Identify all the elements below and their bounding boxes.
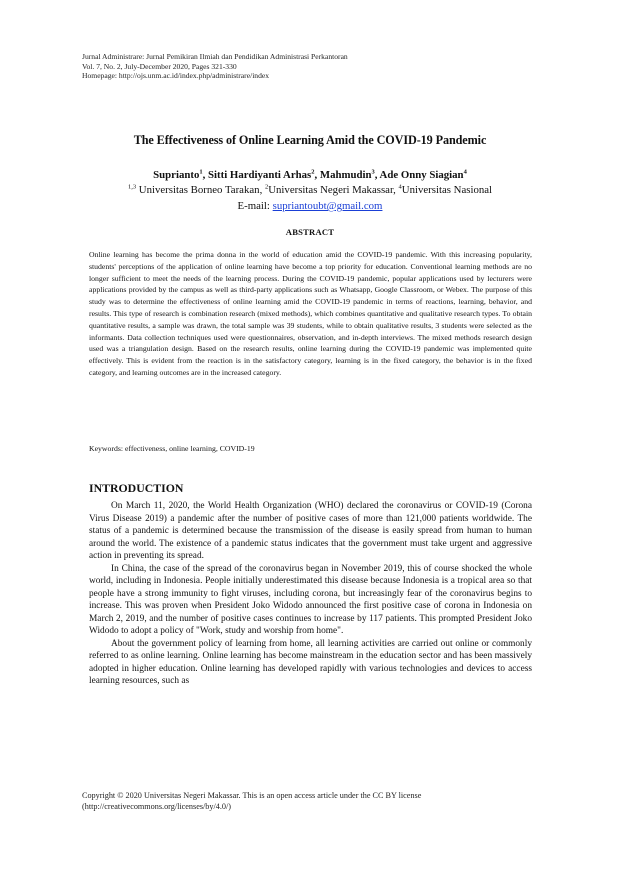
affiliation-sup: 2 <box>264 183 269 191</box>
copyright-text: Copyright © 2020 Universitas Negeri Makassar. This is an open access article under the CC BY license <box>82 791 422 800</box>
author-sup: 1 <box>199 168 203 176</box>
introduction-heading: INTRODUCTION <box>89 481 184 495</box>
copyright-footer <box>82 791 542 812</box>
license-url: (http://creativecommons.org/licenses/by/4.0/) <box>82 801 232 811</box>
affiliation-sup: 1,3 <box>127 183 137 191</box>
affiliation-sup: 4 <box>398 183 402 191</box>
journal-homepage: Homepage: http://ojs.unm.ac.id/index.php/administrare/index <box>82 71 270 81</box>
author-name: Suprianto <box>153 169 200 181</box>
introduction-paragraph: In China, the case of the spread of the coronavirus began in November 2019, this of course shocked the whole world, including in Indonesia. People initially underestimated this disease because Indonesia is a tropical area so that people have a strong immunity to fight viruses, including corona, but increasingly fear of the coronavirus begins to increase. This was proven when President Joko Widodo announced the first positive case of corona in Indonesia on March 2, 2019, and the number of positive cases continues to increase by 117 patients. This prompted President Joko Widodo to adopt a policy of "Work, study and worship from home". <box>89 563 532 636</box>
author-list: Suprianto$^1$, Sitti Hardiyanti Arhas$^2$, Mahmudin$^3$, Ade Onny Siagian$^4$ <box>153 168 467 181</box>
journal-header <box>82 52 542 81</box>
journal-volume: Vol. 7, No. 2, July-December 2020, Pages 321-330 <box>82 61 237 71</box>
journal-name: Jurnal Administrare: Jurnal Pemikiran Ilmiah dan Pendidikan Administrasi Perkantoran <box>82 52 348 61</box>
affiliation-name: Universitas Negeri Makassar <box>268 184 394 196</box>
author-name: Mahmudin <box>319 169 372 181</box>
author-sup: 4 <box>463 168 467 176</box>
affiliation-name: Universitas Borneo Tarakan <box>138 184 260 196</box>
affiliation-list: $^{1,3}$ Universitas Borneo Tarakan, $^2$Universitas Negeri Makassar, $^4$Universitas Nasional <box>127 183 493 196</box>
introduction-body <box>89 500 532 688</box>
email-label: E-mail: <box>237 200 270 212</box>
keywords: Keywords: effectiveness, online learning, COVID-19 <box>89 444 255 453</box>
author-name: Sitti Hardiyanti Arhas <box>208 169 312 181</box>
author-name: Ade Onny Siagian <box>379 169 464 181</box>
email-link[interactable]: supriantoubt@gmail.com <box>272 200 383 212</box>
introduction-paragraph: About the government policy of learning from home, all learning activities are carried out online or commonly referred to as online learning. Online learning has become mainstream in the education sector and has been massively adopted in higher education. Online learning has developed rapidly with various technologies and devices to access learning resources, such as <box>89 638 532 686</box>
author-sup: 2 <box>311 168 315 176</box>
author-sup: 3 <box>371 168 375 176</box>
email-line <box>50 200 570 213</box>
introduction-paragraph: On March 11, 2020, the World Health Organization (WHO) declared the coronavirus or COVID-19 (Corona Virus Disease 2019) a pandemic after the number of positive cases of more than 121,000 patients worldwide. The status of a pandemic is determined because the transmission of the disease is easily spread from human to human around the world. The existence of a pandemic status indicates that the government must take urgent and aggressive action in preventing its spread. <box>89 501 532 561</box>
abstract-text: Online learning has become the prima donna in the world of education amid the COVID-19 pandemic. With this increasing popularity, students' perceptions of the application of online learning have become a top priority for education. Conventional learning methods are no longer sufficient to meet the needs of the learning process. During the COVID-19 pandemic, popular applications used by lecturers were applications provided by the campus as well as third-party applications such as Whatsapp, Google Classroom, or Webex. The purpose of this study was to determine the effectiveness of online learning amid the COVID-19 pandemic in terms of reactions, learning, behavior, and results. This type of research is combination research (mixed methods), which combines quantitative and qualitative research types. To obtain quantitative results, a sample was drawn, the total sample was 39 students, while to obtain qualitative results, 3 students were selected as the informants. Data collection techniques used were questionnaires, observation, and in-depth interviews. The mixed methods research design used was a triangulation design. Based on the research results, online learning during the COVID-19 pandemic was implemented quite effectively. This is evident from the reaction is in the satisfactory category, learning is in the fixed category, the behavior is in the fixed category, and learning outcomes are in the increased category. <box>89 250 532 377</box>
affiliation-name: Universitas Nasional <box>401 184 493 196</box>
paper-title: The Effectiveness of Online Learning Amid the COVID-19 Pandemic <box>133 133 487 147</box>
abstract-heading: ABSTRACT <box>285 227 335 237</box>
